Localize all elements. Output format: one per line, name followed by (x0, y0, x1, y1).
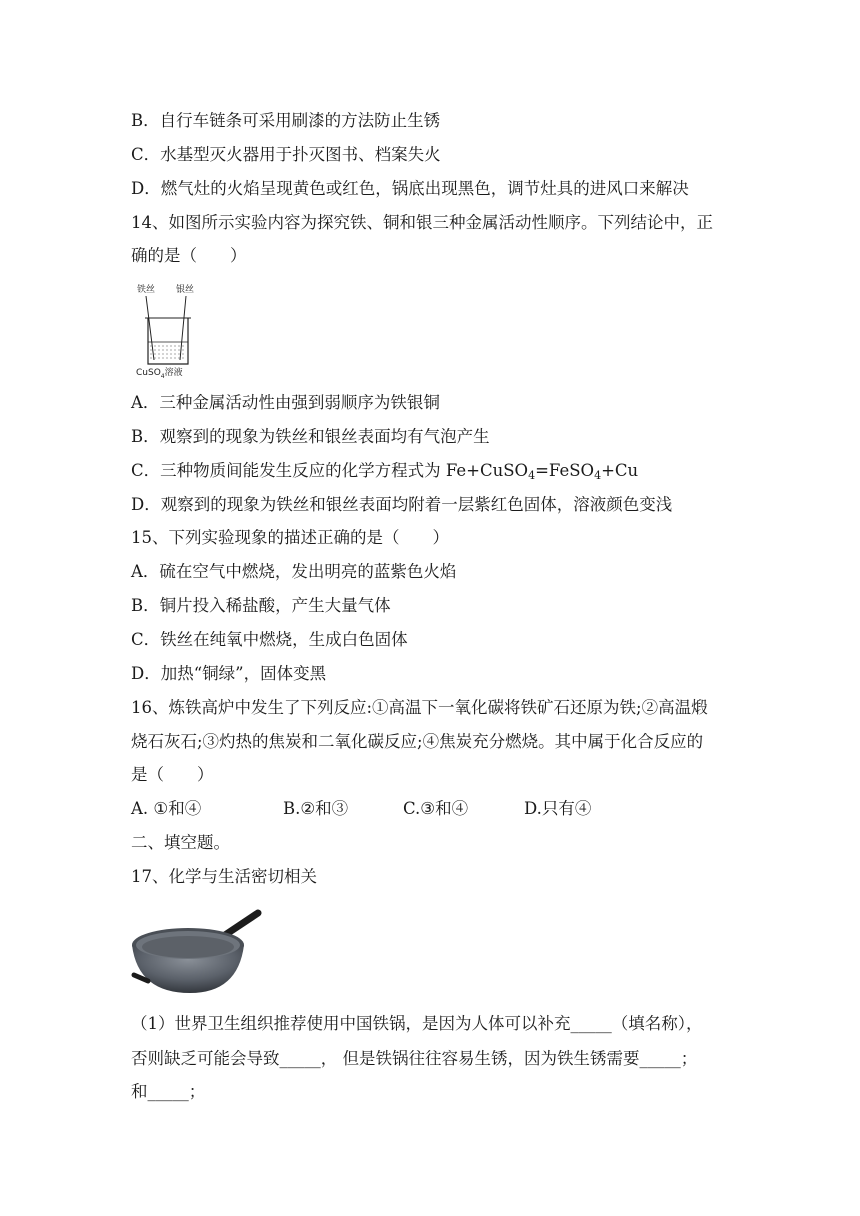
q13-option-d: D．燃气灶的火焰呈现黄色或红色，锅底出现黑色，调节灶具的进风口来解决 (131, 179, 689, 198)
q13-option-c: C．水基型灭火器用于扑灭图书、档案失火 (131, 145, 441, 164)
q17-part1-line2: 否则缺乏可能会导致_____， 但是铁锅往往容易生锈，因为铁生锈需要_____； (131, 1049, 698, 1068)
q16-option-a: A. ①和④ (131, 799, 202, 818)
q13-option-b: B．自行车链条可采用刷漆的方法防止生锈 (131, 111, 441, 130)
q16-stem-line3: 是（ ） (131, 765, 214, 784)
section-title: 二、填空题。 (131, 833, 230, 852)
beaker-icon (134, 294, 204, 374)
solution-label: CuSO$_4$溶液 (136, 368, 183, 380)
q14-stem-line1: 14、如图所示实验内容为探究铁、铜和银三种金属活动性顺序。下列结论中，正 (131, 213, 713, 232)
q14-option-b: B．观察到的现象为铁丝和银丝表面均有气泡产生 (131, 427, 490, 446)
q17-stem: 17、化学与生活密切相关 (131, 867, 317, 886)
q15-option-d: D．加热“铜绿”，固体变黑 (131, 664, 327, 683)
q14-stem-line2: 确的是（ ） (131, 246, 247, 265)
wok-image (130, 905, 270, 997)
q16-stem-line1: 16、炼铁高炉中发生了下列反应:①高温下一氧化碳将铁矿石还原为铁;②高温煅 (131, 698, 708, 717)
beaker-figure (134, 282, 204, 378)
wok-icon (130, 905, 270, 997)
q17-part1-line1: （1）世界卫生组织推荐使用中国铁锅，是因为人体可以补充_____（填名称）， (131, 1014, 703, 1033)
q16-option-b: B.②和③ (283, 799, 349, 818)
silver-wire-label: 银丝 (176, 285, 195, 295)
iron-wire-label: 铁丝 (137, 285, 156, 295)
q15-option-c: C．铁丝在纯氧中燃烧，生成白色固体 (131, 630, 408, 649)
q14-option-a: A．三种金属活动性由强到弱顺序为铁银铜 (131, 393, 440, 412)
q15-option-a: A．硫在空气中燃烧，发出明亮的蓝紫色火焰 (131, 562, 457, 581)
q16-option-d: D.只有④ (524, 799, 592, 818)
q16-stem-line2: 烧石灰石;③灼热的焦炭和二氧化碳反应;④焦炭充分燃烧。其中属于化合反应的 (131, 732, 704, 751)
q14-option-c: C．三种物质间能发生反应的化学方程式为 Fe+CuSO$_4$=FeSO$_4$+Cu (131, 461, 639, 482)
q14-option-d: D．观察到的现象为铁丝和银丝表面均附着一层紫红色固体，溶液颜色变浅 (131, 495, 673, 514)
q15-stem: 15、下列实验现象的描述正确的是（ ） (131, 528, 449, 547)
q17-part1-line3: 和_____； (131, 1082, 206, 1101)
q15-option-b: B．铜片投入稀盐酸，产生大量气体 (131, 596, 391, 615)
q16-option-c: C.③和④ (403, 799, 469, 818)
